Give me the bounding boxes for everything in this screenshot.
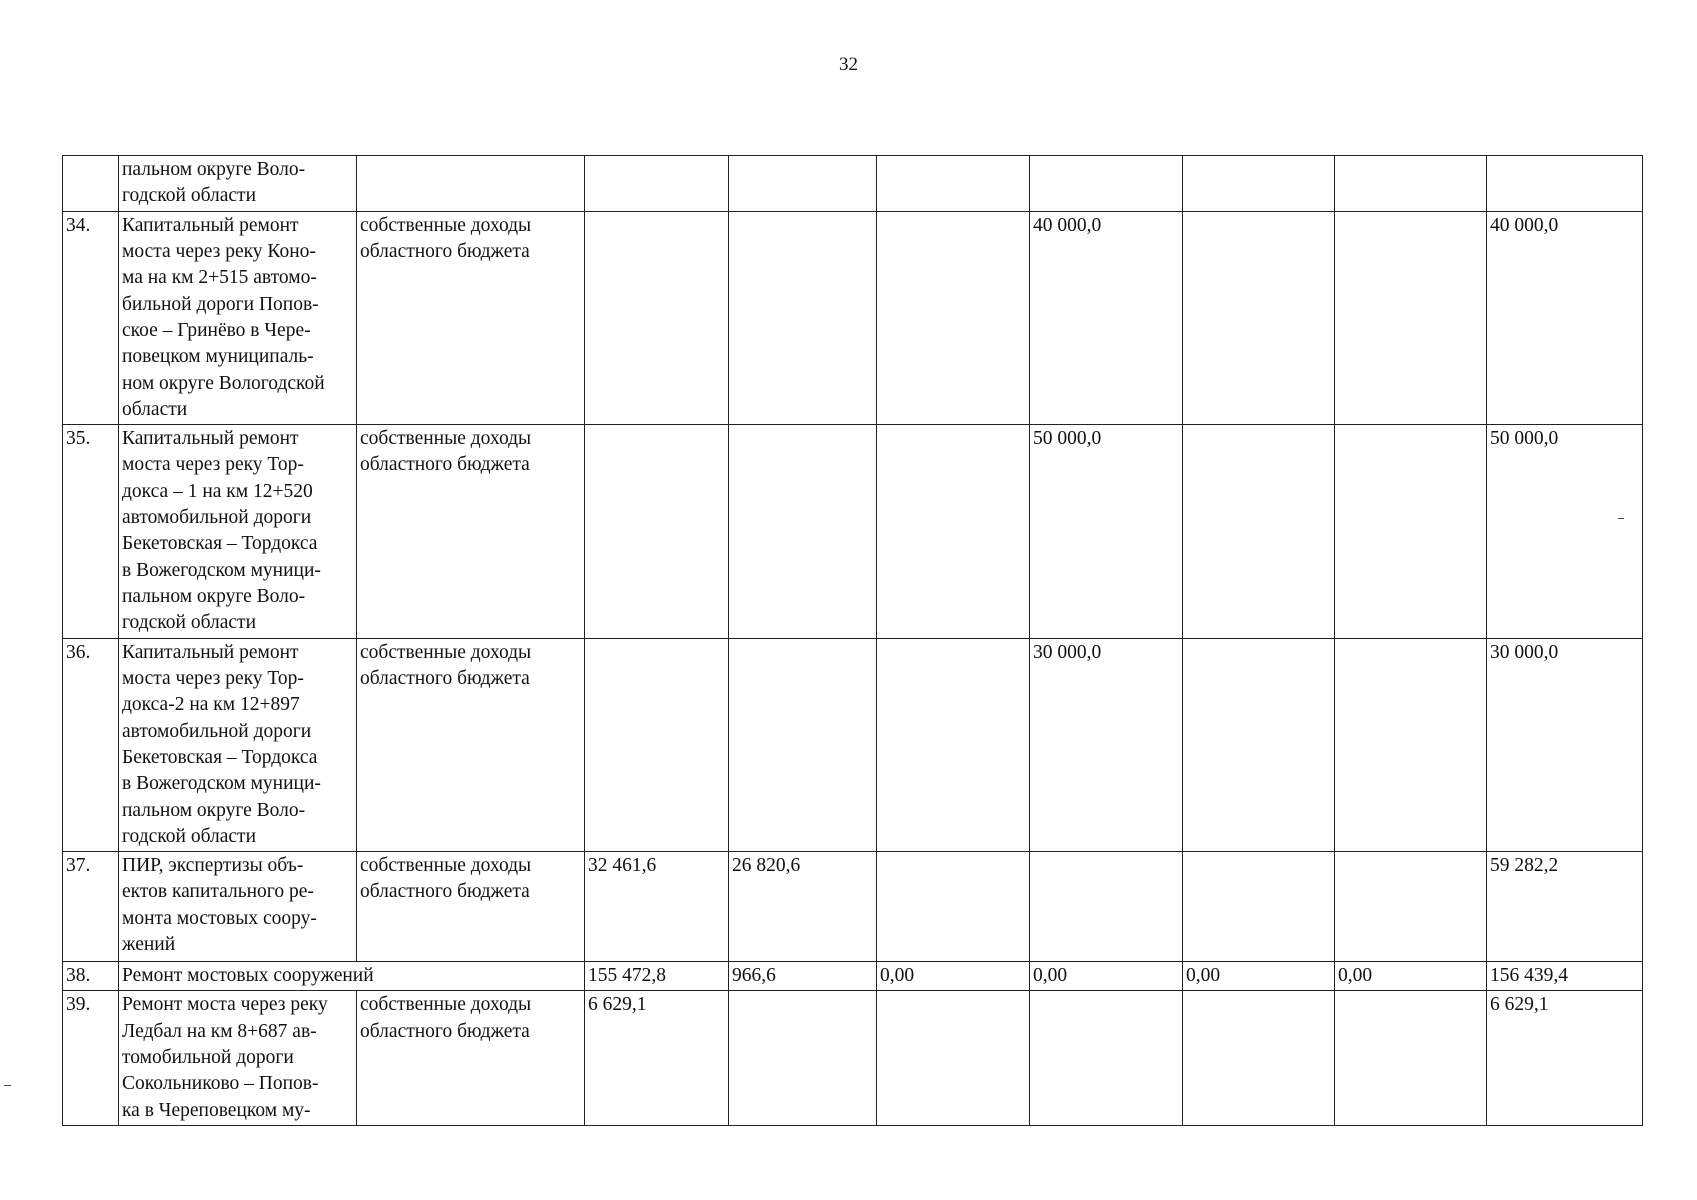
table-cell-value: 0,00 xyxy=(1335,962,1487,991)
table-cell-value: собственные доходы областного бюджета xyxy=(357,991,585,1126)
table-cell-value: 30 000,0 xyxy=(1487,638,1643,852)
table-cell-value xyxy=(585,425,729,639)
table-cell-value xyxy=(877,211,1030,425)
table-cell-num: 36. xyxy=(63,638,119,852)
table-cell-value xyxy=(1183,211,1335,425)
table-cell-value xyxy=(877,425,1030,639)
table-cell-value xyxy=(585,211,729,425)
table-cell-value xyxy=(1335,638,1487,852)
table-cell-name: Капитальный ремонт моста через реку Тор- докса – 1 на км 12+520 автомобильной дороги Бекетовская – Тордокса в Вожегодском муници- пальном округе Воло- годской области xyxy=(119,425,357,639)
table-cell-value xyxy=(1487,156,1643,212)
table-cell-value xyxy=(1183,852,1335,962)
table-cell-value xyxy=(729,211,877,425)
table-cell-value xyxy=(585,156,729,212)
table-cell-value xyxy=(877,991,1030,1126)
table-cell-num: 39. xyxy=(63,991,119,1126)
table-row xyxy=(63,425,1643,639)
scan-speck xyxy=(4,1085,11,1086)
table-cell-value: 50 000,0 xyxy=(1487,425,1643,639)
table-cell-value: собственные доходы областного бюджета xyxy=(357,638,585,852)
table-cell-num: 37. xyxy=(63,852,119,962)
table-cell-value xyxy=(729,991,877,1126)
table-cell-value xyxy=(877,638,1030,852)
table-cell-num: 38. xyxy=(63,962,119,991)
table-row xyxy=(63,156,1643,212)
table-cell-value xyxy=(357,156,585,212)
table-cell-name: Ремонт моста через реку Ледбал на км 8+687 ав- томобильной дороги Сокольниково – Попов- ка в Череповецком му- xyxy=(119,991,357,1126)
table-cell-num: 34. xyxy=(63,211,119,425)
table-cell-name: ПИР, экспертизы объ- ектов капитального ре- монта мостовых соору- жений xyxy=(119,852,357,962)
table-cell-value xyxy=(1335,156,1487,212)
table-row xyxy=(63,211,1643,425)
table-row xyxy=(63,638,1643,852)
table-cell-value: 40 000,0 xyxy=(1487,211,1643,425)
table-cell-value: собственные доходы областного бюджета xyxy=(357,852,585,962)
page-number: 32 xyxy=(839,54,858,75)
table-cell-value xyxy=(585,638,729,852)
table-cell-value xyxy=(1030,852,1183,962)
table-cell-value: 50 000,0 xyxy=(1030,425,1183,639)
table-cell-value xyxy=(877,156,1030,212)
table-cell-name: Капитальный ремонт моста через реку Тор- докса-2 на км 12+897 автомобильной дороги Бекетовская – Тордокса в Вожегодском муници- пальном округе Воло- годской области xyxy=(119,638,357,852)
table-cell-value xyxy=(1183,156,1335,212)
table-cell-value: 0,00 xyxy=(1183,962,1335,991)
table-cell-value: 30 000,0 xyxy=(1030,638,1183,852)
table-cell-value: 32 461,6 xyxy=(585,852,729,962)
table-cell-value: 6 629,1 xyxy=(585,991,729,1126)
table-cell-value: 156 439,4 xyxy=(1487,962,1643,991)
table-cell-value xyxy=(1335,991,1487,1126)
table-cell-value xyxy=(1183,991,1335,1126)
table-cell-value xyxy=(1183,638,1335,852)
table-cell-value xyxy=(729,638,877,852)
table-cell-num xyxy=(63,156,119,212)
table-cell-name: Ремонт мостовых сооружений xyxy=(119,962,585,991)
scan-speck xyxy=(1618,518,1624,519)
table-cell-value: 0,00 xyxy=(877,962,1030,991)
table-cell-value xyxy=(877,852,1030,962)
table-cell-value xyxy=(1183,425,1335,639)
table-cell-value: 966,6 xyxy=(729,962,877,991)
table-cell-value: 59 282,2 xyxy=(1487,852,1643,962)
table-cell-value: 6 629,1 xyxy=(1487,991,1643,1126)
table-cell-value xyxy=(1030,156,1183,212)
table-cell-value: 26 820,6 xyxy=(729,852,877,962)
table-cell-value xyxy=(729,425,877,639)
table-cell-name: пальном округе Воло- годской области xyxy=(119,156,357,212)
table-row-summary xyxy=(63,962,1643,991)
table-cell-num: 35. xyxy=(63,425,119,639)
table-cell-value xyxy=(729,156,877,212)
table-cell-value xyxy=(1335,425,1487,639)
table-cell-value xyxy=(1335,211,1487,425)
table-body xyxy=(63,156,1643,1126)
table-cell-value xyxy=(1030,991,1183,1126)
table-row xyxy=(63,852,1643,962)
budget-table xyxy=(62,155,1643,1126)
table-cell-value: собственные доходы областного бюджета xyxy=(357,211,585,425)
table-cell-value: 0,00 xyxy=(1030,962,1183,991)
table-cell-value: собственные доходы областного бюджета xyxy=(357,425,585,639)
table-cell-value: 40 000,0 xyxy=(1030,211,1183,425)
table-row xyxy=(63,991,1643,1126)
table-cell-value: 155 472,8 xyxy=(585,962,729,991)
table-cell-value xyxy=(1335,852,1487,962)
table-cell-name: Капитальный ремонт моста через реку Коно- ма на км 2+515 автомо- бильной дороги Попов- ское – Гринёво в Чере- повецком муниципаль- ном округе Вологодской области xyxy=(119,211,357,425)
